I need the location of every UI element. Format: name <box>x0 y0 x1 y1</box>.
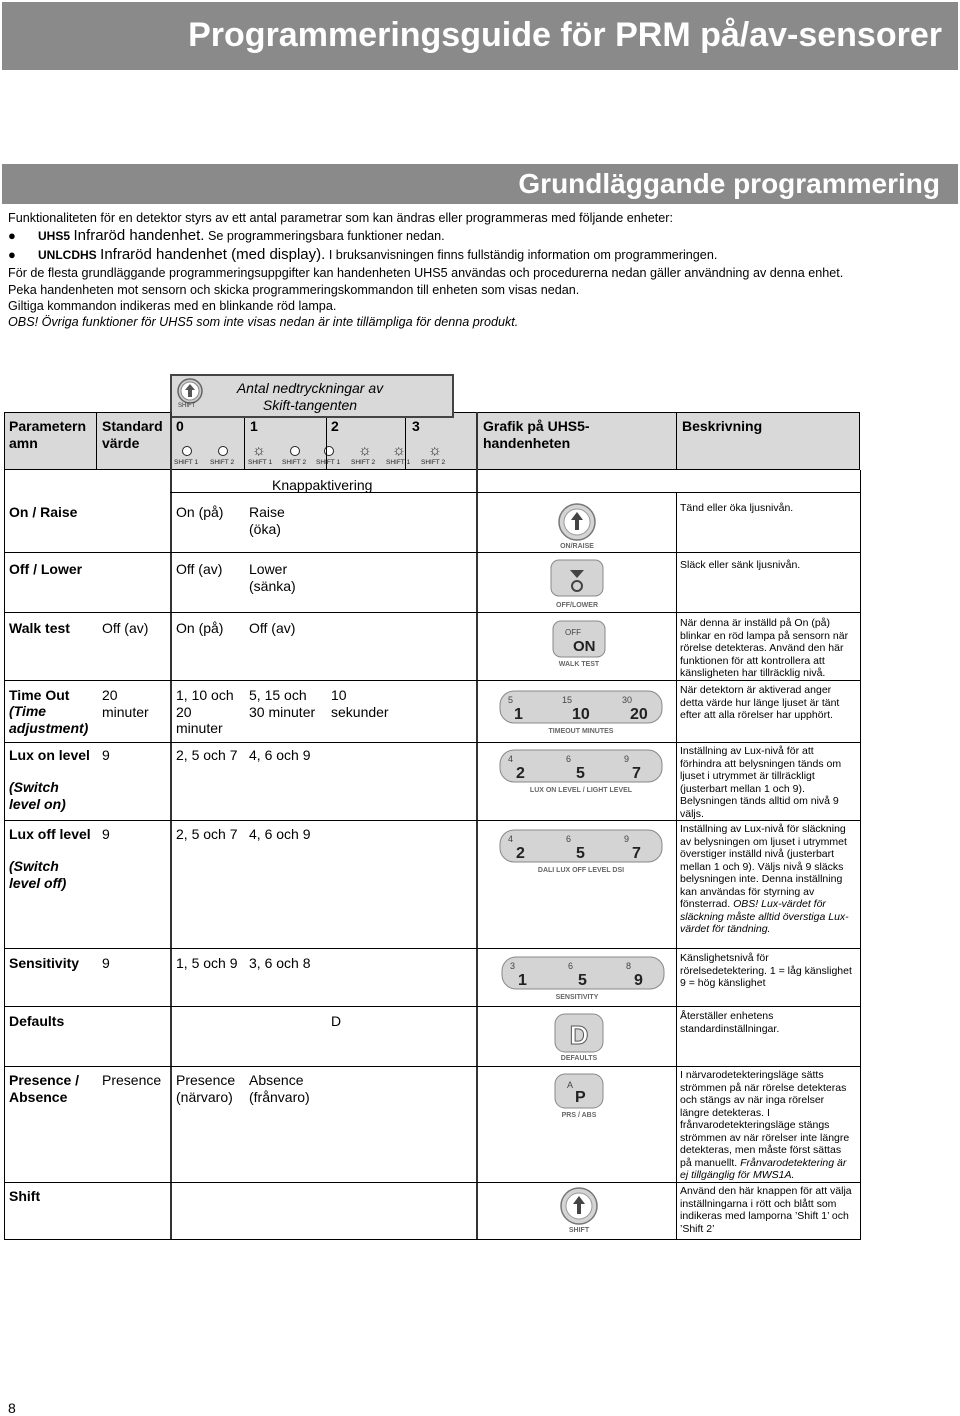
row-divider <box>4 820 860 821</box>
value-cell: Lower (sänka) <box>249 561 296 594</box>
value-cell: 1, 10 och 20 minuter <box>176 687 234 736</box>
bullet-rest: Se programmeringsbara funktioner nedan. <box>207 229 445 244</box>
section-bar <box>2 164 958 204</box>
value-cell: Presence (närvaro) <box>176 1072 236 1105</box>
value-cell: Raise (öka) <box>249 504 285 537</box>
value-cell: Presence <box>102 1072 162 1088</box>
param-cell: Walk test <box>9 620 70 636</box>
lux-on-level-icon <box>498 748 664 796</box>
lamp-lit-indicator: ☼ <box>428 442 442 459</box>
icon-num: 9 <box>624 754 630 764</box>
lamp-indicator <box>182 446 192 456</box>
value-cell: Off (av) <box>102 620 149 636</box>
button-activation-label: Knappaktivering <box>272 477 373 493</box>
value-cell: 2, 5 och 7 <box>176 747 238 763</box>
icon-num: 7 <box>632 845 641 862</box>
lamp-indicator <box>290 446 300 456</box>
grid-line <box>170 412 172 1240</box>
param-sub-cell: (Switch level off) <box>9 858 67 891</box>
icon-num: 1 <box>514 706 523 723</box>
row-divider <box>4 1006 860 1007</box>
shift1-label: SHIFT 1 <box>316 459 341 466</box>
desc-cell: Återställer enhetens standardinställningar. <box>680 1010 780 1035</box>
param-cell: Presence / Absence <box>9 1072 80 1105</box>
icon-num: 5 <box>576 845 585 862</box>
grid-line <box>476 492 860 493</box>
desc-note: Frånvarodetektering är ej tillgänglig för MWS1A. <box>680 1156 847 1181</box>
timeout-minutes-icon <box>498 689 664 737</box>
icon-num: 4 <box>508 754 514 764</box>
col-param-header: Parametern amn <box>9 418 87 451</box>
row-divider <box>4 612 860 613</box>
intro-text <box>8 210 953 331</box>
col-default-header: Standard värde <box>102 418 163 451</box>
value-cell: 9 <box>102 747 110 763</box>
bullet-uhs5 <box>8 228 953 244</box>
intro-line: Giltiga kommandon indikeras med en blinkande röd lampa. <box>8 299 337 314</box>
icon-caption: LUX ON LEVEL / LIGHT LEVEL <box>529 787 633 794</box>
desc-cell: Använd den här knappen för att välja inställningarna i rött och blått som indikeras med lamporna ’Shift 1’ och ’Shift 2’ <box>680 1185 852 1235</box>
col-desc-header: Beskrivning <box>682 418 763 434</box>
param-cell: Time Out <box>9 687 70 703</box>
grid-line <box>170 492 476 493</box>
value-cell: 5, 15 och 30 minuter <box>249 687 316 720</box>
lamp-lit-indicator: ☼ <box>392 442 406 459</box>
row-divider <box>4 552 860 553</box>
icon-num: 20 <box>630 706 648 723</box>
bullet-name: Infraröd handenhet (med display). <box>100 245 326 263</box>
grid-line <box>96 412 97 470</box>
grid-line <box>676 412 677 470</box>
grid-line <box>676 492 677 1240</box>
param-cell: Off / Lower <box>9 561 83 577</box>
col-graphic-header: Grafik på UHS5- handenheten <box>483 418 590 451</box>
shift1-label: SHIFT 1 <box>248 459 273 466</box>
icon-num: 2 <box>516 765 525 782</box>
col-n1-header: 1 <box>250 418 258 434</box>
presence-absence-icon <box>553 1072 605 1120</box>
icon-num: 6 <box>568 961 574 971</box>
icon-num: 30 <box>622 695 633 705</box>
icon-caption: ON/RAISE <box>560 543 594 550</box>
grid-line <box>4 470 5 1240</box>
desc-note: OBS! Lux-värdet för släckning måste alltid överstiga Lux-värdet för tändning. <box>680 898 849 935</box>
lux-off-level-icon <box>498 828 664 876</box>
icon-num: 15 <box>562 695 573 705</box>
desc-text: I närvarodetekteringsläge sätts strömmen på när rörelse detekteras och stängs av när inga rörelser längre detekteras. I frånvarodetekteringsläge stängs strömmen av när rörelser inte längre detekteras, men måste först sättas på manuellt. <box>680 1069 850 1169</box>
shift-count-label: Antal nedtryckningar av Skift-tangenten <box>236 380 384 413</box>
value-cell: On (på) <box>176 620 224 636</box>
icon-num: 9 <box>624 834 630 844</box>
icon-num: 6 <box>566 834 572 844</box>
shift-icon-label: SHIFT <box>178 403 196 409</box>
icon-num: 4 <box>508 834 514 844</box>
value-cell: 4, 6 och 9 <box>249 747 311 763</box>
section-title: Grundläggande programmering <box>518 168 940 199</box>
shift2-label: SHIFT 2 <box>421 459 446 466</box>
desc-text: Inställning av Lux-nivå för släckning av belysningen om ljuset i utrymmet överstiger inställd nivå (justerbart mellan 1 och 9). Väljs nivå 9 släcks belysningen inte. Denna inställning kan användas för styrning av fönsterrad. <box>680 823 847 910</box>
param-cell: Sensitivity <box>9 955 80 971</box>
shift1-label: SHIFT 1 <box>386 459 411 466</box>
value-cell: 3, 6 och 8 <box>249 955 311 971</box>
prs-p-text: P <box>575 1089 586 1106</box>
icon-num: 10 <box>572 706 590 723</box>
bullet-rest: I bruksanvisningen finns fullständig information om programmeringen. <box>328 247 718 262</box>
param-cell: Lux off level <box>9 826 91 842</box>
desc-cell: Inställning av Lux-nivå för att förhindra att belysningen tänds om ljuset i utrymmet är tillräckligt (justerbart mellan 1 och 9). Belysningen tänds alltid om nivå 9 väljs. <box>680 745 842 820</box>
grid-line <box>860 470 861 1240</box>
walk-test-icon <box>551 619 607 669</box>
param-cell: Lux on level <box>9 747 90 763</box>
defaults-icon <box>553 1012 605 1064</box>
on-raise-icon <box>549 500 605 550</box>
title-bar <box>2 2 958 70</box>
grid-line <box>244 418 245 470</box>
icon-num: 5 <box>576 765 585 782</box>
shift1-label: SHIFT 1 <box>174 459 199 466</box>
icon-caption: DALI LUX OFF LEVEL DSI <box>537 867 625 874</box>
lamp-lit-indicator: ☼ <box>252 442 266 459</box>
icon-num: 5 <box>578 972 587 989</box>
row-divider <box>4 742 860 743</box>
icon-num: 1 <box>518 972 527 989</box>
icon-num: 9 <box>634 972 643 989</box>
value-cell: 10 sekunder <box>331 687 389 720</box>
icon-caption: DEFAULTS <box>560 1055 598 1062</box>
bullet-dot: ● <box>8 228 16 244</box>
icon-num: 2 <box>516 845 525 862</box>
value-cell: Absence (frånvaro) <box>249 1072 310 1105</box>
param-sub-cell: (Time adjustment) <box>9 703 89 736</box>
off-lower-icon <box>549 558 605 610</box>
page-title: Programmeringsguide för PRM på/av-sensorer <box>188 16 942 54</box>
value-cell: 9 <box>102 955 110 971</box>
value-cell: 9 <box>102 826 110 842</box>
icon-caption: WALK TEST <box>558 661 600 668</box>
lamp-lit-indicator: ☼ <box>358 442 372 459</box>
shift-button-icon <box>553 1186 605 1236</box>
value-cell: Off (av) <box>249 620 296 636</box>
grid-line <box>405 418 406 470</box>
row-divider <box>4 680 860 681</box>
icon-caption: SHIFT <box>568 1227 590 1234</box>
desc-cell: När detektorn är aktiverad anger detta värde hur länge ljuset är tänt efter att alla rörelser har upphört. <box>680 684 840 721</box>
lamp-indicator <box>218 446 228 456</box>
shift2-label: SHIFT 2 <box>210 459 235 466</box>
col-n3-header: 3 <box>412 418 420 434</box>
param-cell: On / Raise <box>9 504 78 520</box>
desc-cell: Känslighetsnivå för rörelsedetektering. 1 = låg känslighet 9 = hög känslighet <box>680 952 852 989</box>
desc-cell: Släck eller sänk ljusnivån. <box>680 559 801 571</box>
icon-num: 8 <box>626 961 632 971</box>
value-cell: Off (av) <box>176 561 223 577</box>
row-divider <box>4 948 860 949</box>
value-cell: 2, 5 och 7 <box>176 826 238 842</box>
icon-caption: OFF/LOWER <box>556 602 598 609</box>
shift2-label: SHIFT 2 <box>282 459 307 466</box>
bullet-code: UHS5 <box>38 229 71 244</box>
param-cell: Shift <box>9 1188 41 1204</box>
intro-note: OBS! Övriga funktioner för UHS5 som inte visas nedan är inte tillämpliga för denna produkt. <box>8 315 519 330</box>
value-cell: 1, 5 och 9 <box>176 955 238 971</box>
page-number: 8 <box>8 1400 16 1416</box>
icon-caption: PRS / ABS <box>561 1112 597 1119</box>
icon-caption: TIMEOUT MINUTES <box>548 728 614 735</box>
row-divider <box>4 1066 860 1067</box>
shift2-label: SHIFT 2 <box>351 459 376 466</box>
icon-num: 7 <box>632 765 641 782</box>
row-divider <box>4 1182 860 1183</box>
intro-line: Funktionaliteten för en detektor styrs av ett antal parametrar som kan ändras eller programmeras med följande enheter: <box>8 211 674 225</box>
value-cell: D <box>331 1013 342 1029</box>
walk-off-text: OFF <box>565 628 581 637</box>
grid-line <box>476 412 478 1240</box>
row-divider <box>4 1239 860 1240</box>
desc-cell <box>680 1069 855 1182</box>
sensitivity-icon <box>500 955 666 1003</box>
value-cell: 4, 6 och 9 <box>249 826 311 842</box>
grid-line <box>326 418 327 470</box>
value-cell: 20 minuter <box>102 687 149 720</box>
value-cell: On (på) <box>176 504 224 520</box>
desc-cell: Tänd eller öka ljusnivån. <box>680 502 794 514</box>
param-sub-cell: (Switch level on) <box>9 779 66 812</box>
col-n2-header: 2 <box>331 418 339 434</box>
desc-cell: När denna är inställd på On (på) blinkar en röd lampa på sensorn när rörelse detekteras. Använd den här funktionen för att kontrollera att känsligheten har tillräcklig nivå. <box>680 617 849 679</box>
bullet-name: Infraröd handenhet. <box>73 227 205 245</box>
icon-num: 5 <box>508 695 514 705</box>
intro-line: För de flesta grundläggande programmeringsuppgifter kan handenheten UHS5 användas och procedurerna nedan gäller användning av denna enhet. <box>8 266 844 281</box>
icon-num: 6 <box>566 754 572 764</box>
bullet-code: UNLCDHS <box>38 247 97 262</box>
icon-caption: SENSITIVITY <box>555 994 599 1001</box>
intro-line: Peka handenheten mot sensorn och skicka programmeringskommandon till enheten som visas nedan. <box>8 282 580 297</box>
defaults-glyph: D <box>569 1020 589 1050</box>
bullet-unlcdhs <box>8 247 953 263</box>
prs-a-text: A <box>567 1080 574 1090</box>
bullet-dot: ● <box>8 246 16 262</box>
icon-num: 3 <box>510 961 516 971</box>
col-n0-header: 0 <box>176 418 184 434</box>
param-cell: Defaults <box>9 1013 65 1029</box>
walk-on-text: ON <box>573 638 596 655</box>
desc-cell <box>680 823 858 936</box>
